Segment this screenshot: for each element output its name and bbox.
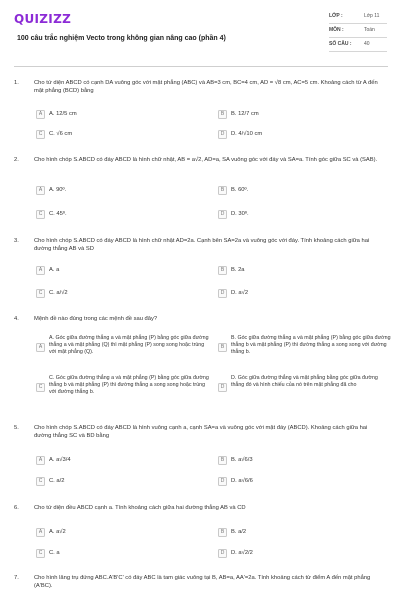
option-a[interactable] — [36, 335, 209, 356]
option-letter: C — [36, 210, 45, 219]
meta-value: 40 — [364, 41, 370, 48]
option-d[interactable] — [218, 547, 253, 560]
option-letter: A — [36, 266, 45, 275]
option-letter: A — [36, 343, 45, 352]
page-title: 100 câu trắc nghiệm Vecto trong không gian nâng cao (phần 4) — [17, 35, 226, 42]
option-letter: B — [218, 456, 227, 465]
question-text: Mệnh đề nào đúng trong các mệnh đề sau đây? — [34, 316, 158, 322]
option-text: A. a√3/4 — [49, 456, 71, 463]
question-number: 7. — [14, 575, 19, 581]
option-text: A. Góc giữa đường thẳng a và mặt phẳng (P) bằng góc giữa đường thẳng a và mặt phẳng (Q) thì mặt phẳng (P) song song hoặc trùng với mặt phẳng (Q). — [49, 335, 209, 356]
option-text: B. Góc giữa đường thẳng a và mặt phẳng (P) bằng góc giữa đường thẳng b và mặt phẳng (P) thì đường thẳng a song song với đường thẳng b. — [231, 335, 391, 356]
option-text: D. Góc giữa đường thẳng và mặt phẳng bằng góc giữa đường thẳng đó và hình chiếu của nó trên mặt phẳng đã cho — [231, 375, 378, 389]
option-b[interactable] — [218, 454, 253, 467]
meta-key: SỐ CÂU : — [329, 41, 352, 48]
option-b[interactable] — [218, 264, 245, 277]
option-c[interactable] — [36, 547, 60, 560]
option-letter: C — [36, 289, 45, 298]
option-text: C. a/√2 — [49, 289, 68, 296]
question-text: Cho tứ diện ABCD có cạnh DA vuông góc với mặt phẳng (ABC) và AB=3 cm, BC=4 cm, AD = √8 cm, AC=5 cm. Khoảng cách từ A đến mặt phẳng (BCD) bằng — [34, 80, 378, 94]
option-d[interactable] — [218, 375, 391, 392]
option-text: B. 12/7 cm — [231, 110, 259, 117]
option-letter: D — [218, 549, 227, 558]
meta-key: MÔN : — [329, 27, 344, 34]
option-c[interactable] — [36, 287, 68, 300]
worksheet-header — [0, 0, 400, 70]
question-text: Cho hình chóp S.ABCD có đáy ABCD là hình chữ nhật AD=2a. Cạnh bên SA=2a và vuông góc với đáy. Tính khoảng cách giữa hai đường thẳng AB và SD — [34, 238, 370, 252]
meta-value: Toán — [364, 27, 375, 34]
option-b[interactable] — [218, 526, 246, 539]
option-b[interactable] — [218, 335, 391, 356]
question-number: 6. — [14, 505, 19, 511]
option-letter: C — [36, 130, 45, 139]
option-letter: C — [36, 549, 45, 558]
question-text: Cho hình chóp S.ABCD có đáy ABCD là hình chữ nhật, AB = a√2, AD=a, SA vuông góc với đáy và SA=a. Tính góc giữa SC và (SAB). — [34, 157, 378, 163]
option-b[interactable] — [218, 184, 248, 197]
option-c[interactable] — [36, 375, 209, 396]
option-a[interactable] — [36, 526, 66, 539]
option-letter: B — [218, 343, 227, 352]
option-letter: B — [218, 186, 227, 195]
option-letter: A — [36, 110, 45, 119]
question-text: Cho tứ diện đều ABCD cạnh a. Tính khoảng cách giữa hai đường thẳng AB và CD — [34, 505, 246, 511]
question-number: 2. — [14, 157, 19, 163]
option-c[interactable] — [36, 128, 72, 141]
question-number: 3. — [14, 238, 19, 244]
option-d[interactable] — [218, 475, 253, 488]
option-text: D. a√6/6 — [231, 477, 253, 484]
option-a[interactable] — [36, 454, 71, 467]
option-letter: D — [218, 289, 227, 298]
option-text: C. 45º. — [49, 210, 67, 217]
option-text: C. a — [49, 549, 60, 556]
option-b[interactable] — [218, 108, 259, 121]
option-letter: D — [218, 130, 227, 139]
option-text: C. a/2 — [49, 477, 65, 484]
option-letter: B — [218, 110, 227, 119]
option-text: B. a/2 — [231, 528, 247, 535]
option-c[interactable] — [36, 475, 64, 488]
option-letter: D — [218, 383, 227, 392]
option-letter: A — [36, 456, 45, 465]
question-number: 4. — [14, 316, 19, 322]
option-text: D. a√2 — [231, 289, 249, 296]
option-c[interactable] — [36, 208, 67, 221]
option-letter: A — [36, 186, 45, 195]
option-letter: B — [218, 528, 227, 537]
meta-row-subject — [329, 24, 387, 38]
option-text: D. 4/√10 cm — [231, 130, 263, 137]
option-letter: B — [218, 266, 227, 275]
option-text: A. 90º. — [49, 186, 67, 193]
option-a[interactable] — [36, 108, 77, 121]
option-d[interactable] — [218, 287, 248, 300]
option-letter: A — [36, 528, 45, 537]
option-letter: D — [218, 210, 227, 219]
option-d[interactable] — [218, 208, 249, 221]
meta-key: LỚP : — [329, 13, 343, 20]
option-letter: C — [36, 383, 45, 392]
option-letter: C — [36, 477, 45, 486]
option-text: D. a√2/2 — [231, 549, 253, 556]
option-letter: D — [218, 477, 227, 486]
meta-row-class — [329, 10, 387, 24]
option-text: D. 30º. — [231, 210, 249, 217]
option-a[interactable] — [36, 264, 59, 277]
question-text: Cho hình lăng trụ đứng ABC.A'B'C' có đáy ABC là tam giác vuông tại B, AB=a, AA'=2a. Tính khoảng cách từ điểm A đến mặt phẳng (A'BC). — [34, 575, 371, 589]
option-text: B. 2a — [231, 266, 245, 273]
option-text: C. √6 cm — [49, 130, 73, 137]
meta-value: Lớp 11 — [364, 13, 380, 20]
option-text: A. 12/5 cm — [49, 110, 77, 117]
header-divider — [14, 66, 388, 67]
question-text: Cho hình chóp S.ABCD có đáy ABCD là hình vuông cạnh a, cạnh SA=a và vuông góc với mặt đáy (ABCD). Khoảng cách giữa hai đường thẳng SC và BD bằng — [34, 425, 368, 439]
meta-row-count — [329, 38, 387, 52]
meta-table — [329, 10, 387, 52]
option-text: B. a√6/3 — [231, 456, 253, 463]
option-text: A. a — [49, 266, 60, 273]
question-number: 1. — [14, 80, 19, 86]
question-number: 5. — [14, 425, 19, 431]
option-text: B. 60º. — [231, 186, 249, 193]
option-a[interactable] — [36, 184, 66, 197]
option-text: A. a√2 — [49, 528, 66, 535]
quizizz-logo: QUIZIZZ — [14, 12, 72, 26]
option-d[interactable] — [218, 128, 262, 141]
option-text: C. Góc giữa đường thẳng a và mặt phẳng (P) bằng góc giữa đường thẳng b và mặt phẳng (P) thì đường thẳng a song song hoặc trùng với đường thẳng b. — [49, 375, 209, 396]
